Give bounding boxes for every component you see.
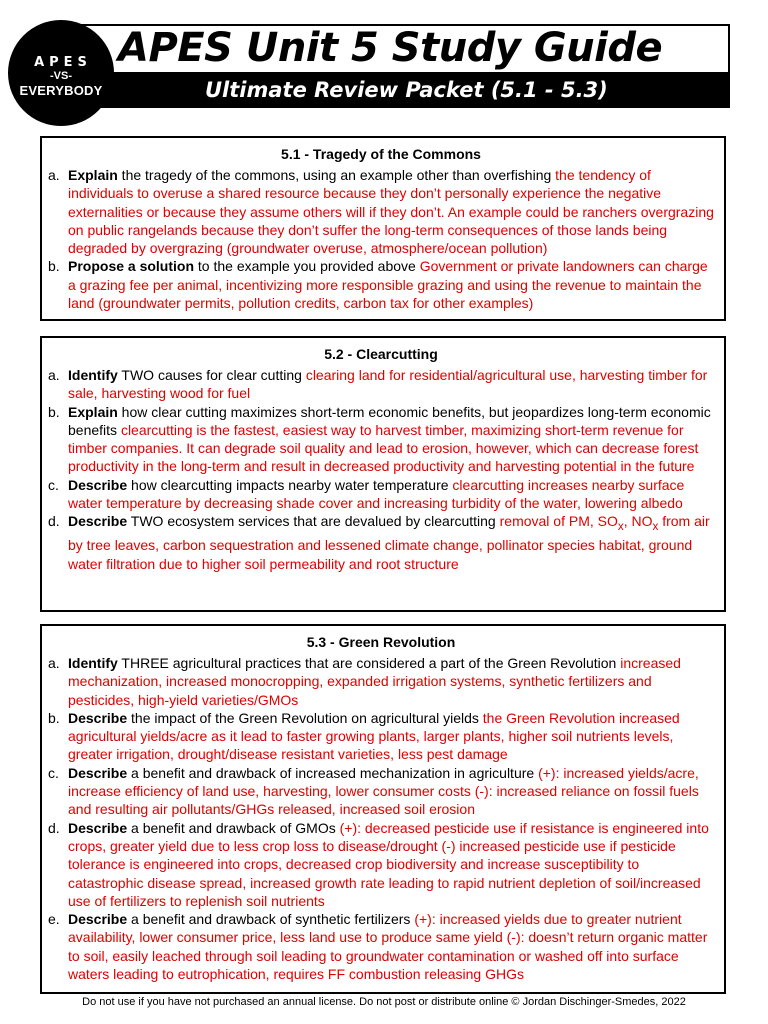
- answer-text: (+): increased yields due to greater nutrient availability, lower consumer price, less land use to produce same yield (-): doesn’t return organic matter to soil, easily leached through soil leading to groundwater contamination or washed off into surface waters leading to eutrophication, requires FF combustion releasing GHGs: [68, 911, 708, 983]
- question-verb: Describe: [68, 476, 128, 493]
- answer-text: (+): decreased pesticide use if resistance is engineered into crops, greater yield due to less crop loss to disease/drought (-) increased pesticide use if pesticide tolerance is engineered into crops, decreased crop biodiversity and increase susceptibility to catastrophic disease spread, increased growth rate leading to rapid nutrient depletion of soil/increased use of fertilizers to replenish soil nutrients: [68, 819, 709, 909]
- question-prompt: TWO ecosystem services that are devalued by clearcutting: [127, 513, 500, 530]
- section-tragedy-of-commons: [40, 136, 726, 321]
- answer-text: increased mechanization, increased monocropping, expanded irrigation systems, synthetic fertilizers and pesticides, high-yield varieties/GMOs: [68, 655, 681, 708]
- logo-mid-text: -VS-: [50, 69, 72, 82]
- license-footer: Do not use if you have not purchased an annual license. Do not post or distribute online © Jordan Dischinger-Smedes, 2022: [82, 996, 686, 1008]
- answer-text: the Green Revolution increased agricultural yields/acre as it lead to faster growing plants, larger plants, higher soil nutrients levels, greater irrigation, drought/disease resistant varieties, less pest damage: [68, 709, 680, 763]
- question: [48, 403, 714, 476]
- question-letter: c.: [48, 764, 59, 781]
- question-prompt: a benefit and drawback of GMOs: [127, 819, 340, 836]
- page-subtitle: Ultimate Review Packet (5.1 - 5.3): [205, 78, 608, 102]
- answer-text: clearing land for residential/agricultural use, harvesting timber for sale, harvesting wood for fuel: [68, 367, 708, 402]
- question-prompt: a benefit and drawback of increased mechanization in agriculture: [127, 764, 539, 781]
- question-letter: e.: [48, 911, 60, 928]
- question: [48, 819, 714, 910]
- question: [48, 366, 714, 403]
- question-letter: d.: [48, 513, 60, 530]
- question-letter: d.: [48, 819, 60, 836]
- question-prompt: the tragedy of the commons, using an example other than overfishing: [117, 167, 556, 183]
- answer-text: (+): increased yields/acre, increase efficiency of land use, harvesting, lower consumer costs (-): increased reliance on fossil fuels and resulting air pollutants/GHGs released, increased soil erosion: [68, 764, 699, 818]
- question-letter: b.: [48, 258, 60, 275]
- answer-text: removal of PM, $SO_x$, $NO_x$ from air by tree leaves, carbon sequestration and lessened climate change, pollinator species habitat, ground water filtration due to higher soil permeability and root structure: [68, 513, 710, 572]
- section-clearcutting: [40, 336, 726, 612]
- question: [48, 166, 714, 257]
- question-letter: c.: [48, 476, 59, 493]
- question-verb: Identify: [68, 655, 118, 671]
- question: [48, 709, 714, 764]
- section-title: 5.2 - Clearcutting: [324, 346, 438, 362]
- question-prompt: to the example you provided above: [194, 258, 420, 275]
- answer-text: clearcutting is the fastest, easiest way to harvest timber, maximizing short-term revenue for timber companies. It can degrade soil quality and lead to erosion, however, which can decrease forest productivity in the long-term and result in decreased productivity and harvesting potential in the future: [68, 421, 699, 475]
- question: [48, 257, 714, 312]
- section-title: 5.3 - Green Revolution: [306, 634, 456, 650]
- question-letter: a.: [48, 655, 60, 671]
- question-verb: Identify: [68, 367, 118, 383]
- question-verb: Explain: [68, 167, 118, 183]
- question-letter: b.: [48, 403, 60, 420]
- answer-text: the tendency of individuals to overuse a shared resource because they don’t personally experience the negative externalities or because they assume others will if they don’t. An example could be ranchers overgrazing on public rangelands because they don’t suffer the long-term consequences of those lands being degraded by overgrazing (groundwater overuse, atmosphere/ocean pollution): [68, 167, 714, 257]
- answer-text: Government or private landowners can charge a grazing fee per animal, incentivizing more responsible grazing and using the revenue to maintain the land (groundwater permits, pollution credits, carbon tax for other examples): [68, 258, 708, 312]
- section-green-revolution: [40, 624, 726, 994]
- question-verb: Describe: [68, 819, 128, 836]
- logo-bottom-text: EVERYBODY: [19, 82, 103, 98]
- question: [48, 476, 714, 513]
- question-verb: Explain: [68, 403, 118, 420]
- question-letter: a.: [48, 367, 60, 383]
- question: [48, 654, 714, 709]
- question-verb: Describe: [68, 709, 128, 726]
- question-prompt: THREE agricultural practices that are considered a part of the Green Revolution: [117, 655, 621, 671]
- question: [48, 764, 714, 819]
- question-verb: Propose a solution: [68, 258, 195, 275]
- question-verb: Describe: [68, 513, 128, 530]
- question: [48, 512, 714, 573]
- question-prompt: the impact of the Green Revolution on agricultural yields: [127, 709, 483, 726]
- question-prompt: a benefit and drawback of synthetic fertilizers: [127, 911, 415, 928]
- section-title: 5.1 - Tragedy of the Commons: [281, 146, 481, 162]
- question-prompt: TWO causes for clear cutting: [117, 367, 306, 383]
- question-verb: Describe: [68, 764, 128, 781]
- question-prompt: how clearcutting impacts nearby water temperature: [127, 476, 453, 493]
- question-letter: b.: [48, 709, 60, 726]
- question: [48, 910, 714, 983]
- question-letter: a.: [48, 167, 60, 183]
- question-prompt: how clear cutting maximizes short-term economic benefits, but jeopardizes long-term economic benefits: [68, 403, 711, 438]
- answer-text: clearcutting increases nearby surface water temperature by decreasing shade cover and increasing turbidity of the water, lowering albedo: [68, 476, 685, 512]
- logo-top-text: APES: [34, 54, 92, 70]
- question-verb: Describe: [68, 911, 128, 928]
- logo: [8, 20, 114, 126]
- page-title: APES Unit 5 Study Guide: [118, 25, 663, 71]
